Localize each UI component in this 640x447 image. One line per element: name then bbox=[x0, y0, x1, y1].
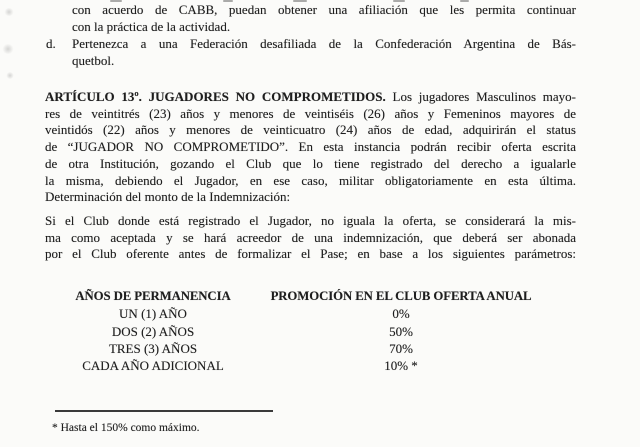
article-heading: ARTÍCULO 13º. JUGADORES NO COMPROMETIDOS. bbox=[45, 89, 386, 104]
table-header-promotion: PROMOCIÓN EN EL CLUB OFERTA ANUAL bbox=[270, 289, 532, 303]
text-line: de otra Institución, gozando el Club que lo tiene registrado del derecho a igualarle bbox=[45, 155, 576, 171]
table-cell-years: CADA AÑO ADICIONAL bbox=[82, 358, 224, 374]
table-row bbox=[45, 323, 545, 340]
list-item-d-marker: d. bbox=[46, 36, 56, 51]
list-item-d bbox=[72, 35, 576, 69]
footnote bbox=[52, 421, 200, 435]
indemnization-paragraph bbox=[45, 213, 576, 263]
footnote-marker: * bbox=[52, 422, 58, 434]
scan-smudge bbox=[6, 72, 14, 79]
scan-smudge bbox=[2, 44, 14, 54]
text-line: con acuerdo de CABB, puedan obtener una afiliación que les permita continuar bbox=[72, 2, 576, 17]
table-row bbox=[45, 305, 545, 322]
table-header-row bbox=[45, 288, 545, 305]
text-line: ma como aceptada y se hará acreedor de una indemnización, que deberá ser abonada bbox=[45, 229, 576, 245]
text-line: Si el Club donde está registrado el Jugador, no iguala la oferta, se considerará la mis- bbox=[45, 213, 576, 228]
text-line: de “JUGADOR NO COMPROMETIDO”. En esta instancia podrán recibir oferta escrita bbox=[45, 139, 576, 155]
article-13-paragraph bbox=[45, 89, 576, 206]
text-line: quetbol. bbox=[72, 53, 115, 68]
indemnity-parameters-table bbox=[45, 288, 545, 374]
text-line: veintidós (22) años y menores de veinticuatro (24) años de edad, adquirirán el status bbox=[45, 122, 576, 138]
article-heading-line bbox=[45, 89, 576, 106]
article-heading-rest: Los jugadores Masculinos mayo- bbox=[392, 89, 576, 104]
table-cell-years: UN (1) AÑO bbox=[119, 306, 187, 322]
table-cell-promotion: 70% bbox=[389, 340, 413, 356]
text-line: la misma, debiendo el Jugador, en ese caso, militar obligatoriamente en esta última. bbox=[45, 172, 576, 188]
list-item-continuation bbox=[72, 1, 576, 35]
text-line: res de veintitrés (23) años y menores de veintiséis (26) años y Femeninos mayores de bbox=[45, 105, 576, 121]
text-line: por el Club oferente antes de formalizar el Pase; en base a los siguientes parámetros: bbox=[45, 246, 576, 262]
table-cell-years: TRES (3) AÑOS bbox=[108, 340, 198, 356]
table-cell-promotion: 10% * bbox=[384, 358, 418, 374]
table-row bbox=[45, 357, 545, 374]
table-header-years: AÑOS DE PERMANENCIA bbox=[75, 289, 231, 303]
text-line: Pertenezca a una Federación desafiliada de la Confederación Argentina de Bás- bbox=[72, 36, 576, 51]
footnote-rule bbox=[55, 410, 273, 412]
table-cell-promotion: 0% bbox=[392, 306, 410, 322]
footnote-text: Hasta el 150% como máximo. bbox=[60, 422, 200, 434]
table-row bbox=[45, 340, 545, 357]
table-cell-promotion: 50% bbox=[389, 323, 413, 339]
table-cell-years: DOS (2) AÑOS bbox=[111, 323, 195, 339]
text-line: con la práctica de la actividad. bbox=[72, 19, 231, 34]
article-subheading: Determinación del monto de la Indemnización: bbox=[45, 189, 291, 205]
scan-smudge bbox=[4, 8, 14, 16]
